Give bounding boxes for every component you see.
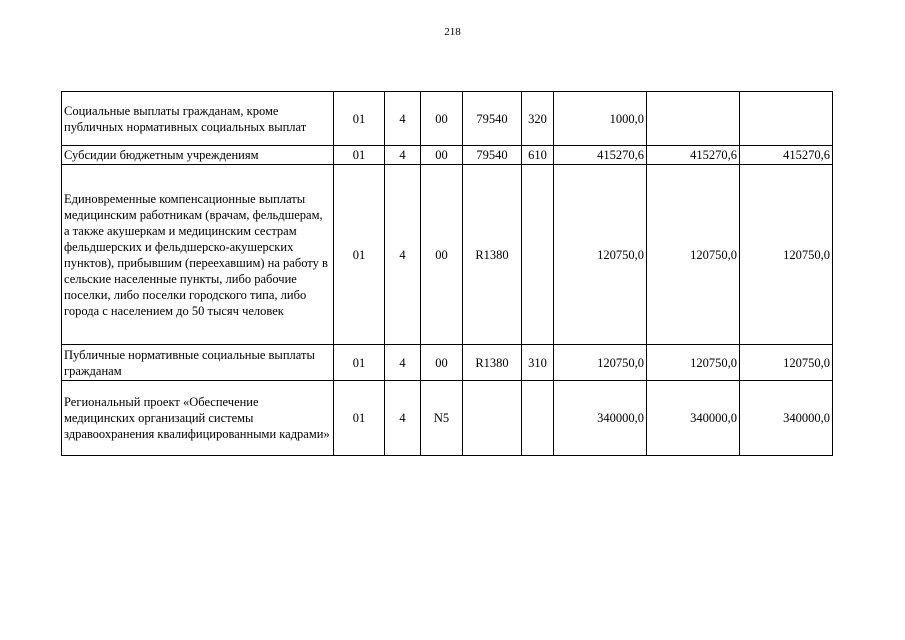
- code-cell-2: 4: [385, 381, 421, 456]
- amount-cell-2: 120750,0: [647, 345, 740, 381]
- code-cell-2: 4: [385, 146, 421, 165]
- amount-cell-2: 415270,6: [647, 146, 740, 165]
- code-cell-3: 00: [421, 165, 463, 345]
- code-cell-2: 4: [385, 92, 421, 146]
- amount-cell-3: 340000,0: [740, 381, 833, 456]
- amount-cell-2: 120750,0: [647, 165, 740, 345]
- amount-cell-1: 340000,0: [554, 381, 647, 456]
- table-row: [62, 345, 833, 381]
- amount-cell-1: 1000,0: [554, 92, 647, 146]
- code-cell-3: 00: [421, 146, 463, 165]
- code-cell-3: N5: [421, 381, 463, 456]
- code-cell-4: R1380: [463, 165, 522, 345]
- code-cell-5: 320: [522, 92, 554, 146]
- code-cell-1: 01: [334, 146, 385, 165]
- row-name: Социальные выплаты гражданам, кроме публичных нормативных социальных выплат: [62, 92, 334, 146]
- code-cell-3: 00: [421, 345, 463, 381]
- amount-cell-3: 120750,0: [740, 345, 833, 381]
- code-cell-5: [522, 381, 554, 456]
- amount-cell-1: 120750,0: [554, 165, 647, 345]
- table-row: [62, 146, 833, 165]
- table-row: [62, 165, 833, 345]
- code-cell-4: 79540: [463, 92, 522, 146]
- code-cell-4: R1380: [463, 345, 522, 381]
- code-cell-1: 01: [334, 381, 385, 456]
- code-cell-1: 01: [334, 345, 385, 381]
- table-row: [62, 92, 833, 146]
- code-cell-1: 01: [334, 165, 385, 345]
- amount-cell-3: [740, 92, 833, 146]
- code-cell-1: 01: [334, 92, 385, 146]
- code-cell-3: 00: [421, 92, 463, 146]
- amount-cell-2: 340000,0: [647, 381, 740, 456]
- code-cell-2: 4: [385, 165, 421, 345]
- code-cell-5: 610: [522, 146, 554, 165]
- code-cell-4: 79540: [463, 146, 522, 165]
- budget-table: [61, 91, 833, 456]
- amount-cell-1: 415270,6: [554, 146, 647, 165]
- code-cell-4: [463, 381, 522, 456]
- amount-cell-3: 120750,0: [740, 165, 833, 345]
- row-name: Субсидии бюджетным учреждениям: [62, 146, 334, 165]
- code-cell-2: 4: [385, 345, 421, 381]
- code-cell-5: [522, 165, 554, 345]
- table-row: [62, 381, 833, 456]
- amount-cell-1: 120750,0: [554, 345, 647, 381]
- amount-cell-2: [647, 92, 740, 146]
- row-name: Публичные нормативные социальные выплаты гражданам: [62, 345, 334, 381]
- amount-cell-3: 415270,6: [740, 146, 833, 165]
- row-name: Единовременные компенсационные выплаты медицинским работникам (врачам, фельдшерам, а также акушеркам и медицинским сестрам фельдшерских и фельдшерско-акушерских пунктов), прибывшим (переехавшим) на работу в сельские населенные пункты, либо рабочие поселки, либо поселки городского типа, либо города с населением до 50 тысяч человек: [62, 165, 334, 345]
- row-name: Региональный проект «Обеспечение медицинских организаций системы здравоохранения квалифицированными кадрами»: [62, 381, 334, 456]
- code-cell-5: 310: [522, 345, 554, 381]
- page-number: 218: [444, 26, 461, 38]
